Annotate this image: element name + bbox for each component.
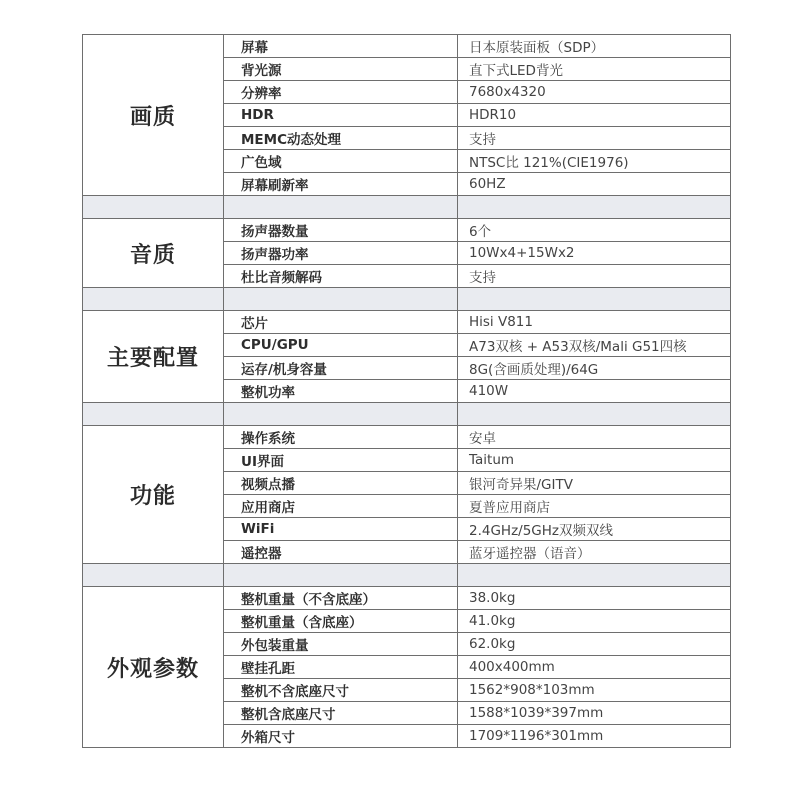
spec-label: 遥控器	[224, 541, 458, 564]
category-label: 功能	[83, 426, 224, 564]
spec-value: 38.0kg	[458, 587, 731, 610]
spec-value: 支持	[458, 127, 731, 150]
spec-value: 蓝牙遥控器（语音）	[458, 541, 731, 564]
divider-cell	[224, 403, 458, 426]
spec-value: 8G(含画质处理)/64G	[458, 357, 731, 380]
divider-cell	[224, 564, 458, 587]
category-label: 主要配置	[83, 311, 224, 403]
spec-row	[83, 587, 731, 610]
divider-cell	[224, 196, 458, 219]
divider-cell	[458, 196, 731, 219]
spec-value: 1709*1196*301mm	[458, 725, 731, 748]
spec-label: 外箱尺寸	[224, 725, 458, 748]
spec-label: 广色域	[224, 150, 458, 173]
spec-value: 日本原装面板（SDP）	[458, 35, 731, 58]
spec-value: Hisi V811	[458, 311, 731, 334]
section-divider-row	[83, 403, 731, 426]
spec-value: 安卓	[458, 426, 731, 449]
divider-cell	[83, 288, 224, 311]
spec-label: 屏幕刷新率	[224, 173, 458, 196]
spec-label: CPU/GPU	[224, 334, 458, 357]
spec-label: 芯片	[224, 311, 458, 334]
spec-label: 应用商店	[224, 495, 458, 518]
spec-value: 2.4GHz/5GHz双频双线	[458, 518, 731, 541]
spec-label: 分辨率	[224, 81, 458, 104]
divider-cell	[83, 196, 224, 219]
divider-cell	[458, 288, 731, 311]
spec-value: 400x400mm	[458, 656, 731, 679]
spec-label: 整机含底座尺寸	[224, 702, 458, 725]
spec-value: 10Wx4+15Wx2	[458, 242, 731, 265]
spec-label: UI界面	[224, 449, 458, 472]
spec-label: 扬声器数量	[224, 219, 458, 242]
spec-row	[83, 426, 731, 449]
divider-cell	[83, 403, 224, 426]
spec-value: 银河奇异果/GITV	[458, 472, 731, 495]
spec-label: 杜比音频解码	[224, 265, 458, 288]
spec-table	[82, 34, 731, 748]
spec-label: 壁挂孔距	[224, 656, 458, 679]
spec-value: 支持	[458, 265, 731, 288]
spec-row	[83, 219, 731, 242]
spec-value: 62.0kg	[458, 633, 731, 656]
spec-value: 夏普应用商店	[458, 495, 731, 518]
spec-value: 1588*1039*397mm	[458, 702, 731, 725]
divider-cell	[224, 288, 458, 311]
category-label: 画质	[83, 35, 224, 196]
category-label: 外观参数	[83, 587, 224, 748]
spec-label: 整机不含底座尺寸	[224, 679, 458, 702]
spec-value: 60HZ	[458, 173, 731, 196]
spec-label: 外包装重量	[224, 633, 458, 656]
spec-value: 410W	[458, 380, 731, 403]
spec-label: 运存/机身容量	[224, 357, 458, 380]
section-divider-row	[83, 196, 731, 219]
spec-label: 操作系统	[224, 426, 458, 449]
spec-value: 6个	[458, 219, 731, 242]
spec-label: WiFi	[224, 518, 458, 541]
spec-label: 扬声器功率	[224, 242, 458, 265]
section-divider-row	[83, 564, 731, 587]
divider-cell	[458, 403, 731, 426]
spec-label: 整机重量（含底座）	[224, 610, 458, 633]
spec-row	[83, 311, 731, 334]
spec-table-body	[83, 35, 731, 748]
spec-label: 整机功率	[224, 380, 458, 403]
spec-value: NTSC比 121%(CIE1976)	[458, 150, 731, 173]
spec-label: 整机重量（不含底座）	[224, 587, 458, 610]
spec-value: 7680x4320	[458, 81, 731, 104]
category-label: 音质	[83, 219, 224, 288]
spec-label: MEMC动态处理	[224, 127, 458, 150]
spec-value: HDR10	[458, 104, 731, 127]
spec-label: 视频点播	[224, 472, 458, 495]
section-divider-row	[83, 288, 731, 311]
spec-value: 直下式LED背光	[458, 58, 731, 81]
spec-row	[83, 35, 731, 58]
spec-value: 1562*908*103mm	[458, 679, 731, 702]
spec-label: HDR	[224, 104, 458, 127]
divider-cell	[83, 564, 224, 587]
divider-cell	[458, 564, 731, 587]
spec-label: 背光源	[224, 58, 458, 81]
spec-value: A73双核 + A53双核/Mali G51四核	[458, 334, 731, 357]
spec-label: 屏幕	[224, 35, 458, 58]
spec-value: Taitum	[458, 449, 731, 472]
spec-value: 41.0kg	[458, 610, 731, 633]
